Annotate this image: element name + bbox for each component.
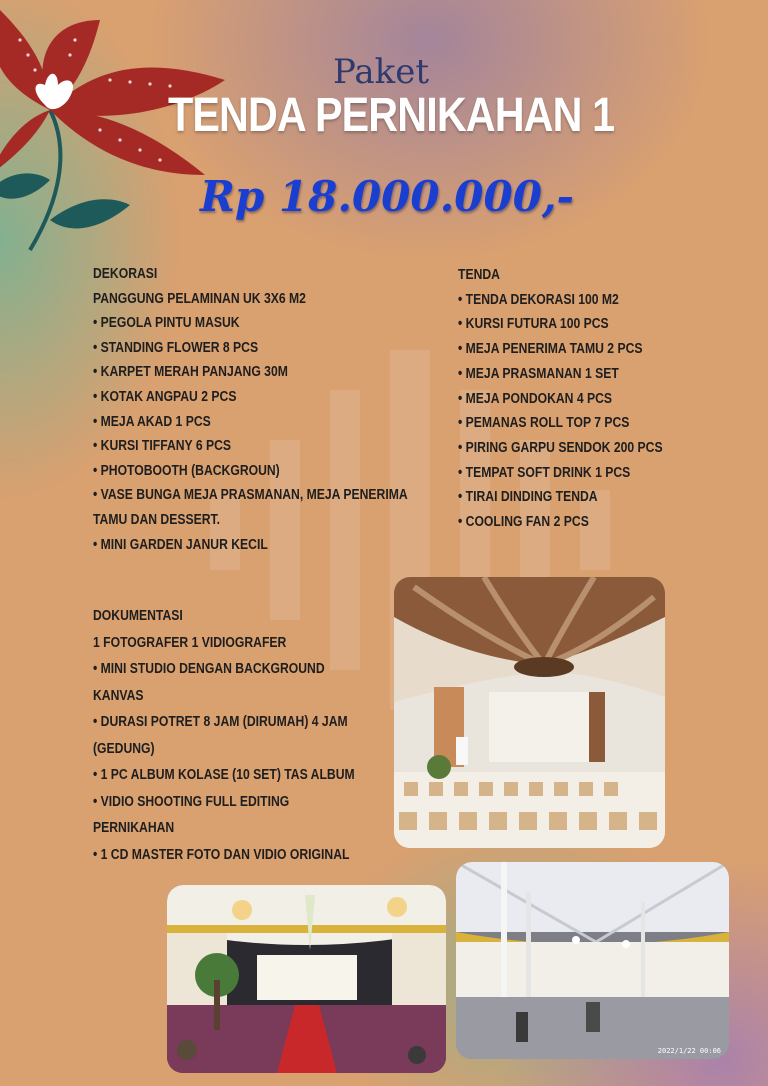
package-title: TENDA PERNIKAHAN 1 bbox=[168, 89, 615, 142]
tenda-item: • TENDA DEKORASI 100 M2 bbox=[458, 291, 619, 308]
dekorasi-section bbox=[93, 262, 408, 557]
dokumentasi-heading: DOKUMENTASI bbox=[93, 608, 183, 624]
dekorasi-item: • VASE BUNGA MEJA PRASMANAN, MEJA PENERIMA bbox=[93, 487, 408, 504]
dekorasi-heading: DEKORASI bbox=[93, 266, 158, 282]
dokumentasi-item: • VIDIO SHOOTING FULL EDITING bbox=[93, 793, 290, 810]
dokumentasi-item: 1 FOTOGRAFER 1 VIDIOGRAFER bbox=[93, 634, 287, 651]
dokumentasi-item: KANVAS bbox=[93, 687, 144, 704]
dekorasi-item: • KARPET MERAH PANJANG 30M bbox=[93, 364, 288, 381]
tenda-heading: TENDA bbox=[458, 267, 500, 283]
tenda-item: • PEMANAS ROLL TOP 7 PCS bbox=[458, 415, 630, 432]
tenda-item: • MEJA PONDOKAN 4 PCS bbox=[458, 390, 613, 407]
dokumentasi-item: • MINI STUDIO DENGAN BACKGROUND bbox=[93, 661, 325, 677]
dokumentasi-item: PERNIKAHAN bbox=[93, 820, 175, 836]
tenda-item: • MEJA PRASMANAN 1 SET bbox=[458, 365, 619, 382]
tenda-item: • TEMPAT SOFT DRINK 1 PCS bbox=[458, 464, 631, 481]
tenda-item: • MEJA PENERIMA TAMU 2 PCS bbox=[458, 341, 643, 358]
tenda-item: • PIRING GARPU SENDOK 200 PCS bbox=[458, 439, 663, 456]
tenda-section bbox=[458, 263, 663, 535]
dokumentasi-item: (GEDUNG) bbox=[93, 740, 155, 757]
dokumentasi-item: • DURASI POTRET 8 JAM (DIRUMAH) 4 JAM bbox=[93, 714, 348, 730]
photo-tent-interior-chairs bbox=[394, 577, 665, 848]
tenda-item: • TIRAI DINDING TENDA bbox=[458, 489, 598, 506]
dekorasi-item: • KURSI TIFFANY 6 PCS bbox=[93, 438, 232, 455]
dekorasi-item: • MEJA AKAD 1 PCS bbox=[93, 413, 211, 430]
package-price: Rp 18.000.000,- bbox=[200, 172, 574, 221]
tenda-item: • COOLING FAN 2 PCS bbox=[458, 514, 589, 531]
dokumentasi-section bbox=[93, 603, 355, 868]
dekorasi-item: • MINI GARDEN JANUR KECIL bbox=[93, 536, 268, 553]
dokumentasi-item: • 1 PC ALBUM KOLASE (10 SET) TAS ALBUM bbox=[93, 767, 355, 783]
dokumentasi-item: • 1 CD MASTER FOTO DAN VIDIO ORIGINAL bbox=[93, 846, 350, 863]
dekorasi-item: • PHOTOBOOTH (BACKGROUN) bbox=[93, 462, 280, 479]
dekorasi-item: TAMU DAN DESSERT. bbox=[93, 511, 220, 528]
dekorasi-item: PANGGUNG PELAMINAN UK 3X6 M2 bbox=[93, 290, 306, 307]
paket-label: Paket bbox=[333, 52, 430, 92]
dekorasi-item: • STANDING FLOWER 8 PCS bbox=[93, 339, 259, 356]
dekorasi-item: • PEGOLA PINTU MASUK bbox=[93, 315, 240, 332]
tenda-item: • KURSI FUTURA 100 PCS bbox=[458, 316, 609, 333]
photo-timestamp: 2022/1/22 00:06 bbox=[657, 1047, 721, 1055]
dekorasi-item: • KOTAK ANGPAU 2 PCS bbox=[93, 388, 237, 405]
photo-tent-structure bbox=[456, 862, 729, 1059]
photo-decorated-stage bbox=[167, 885, 446, 1073]
